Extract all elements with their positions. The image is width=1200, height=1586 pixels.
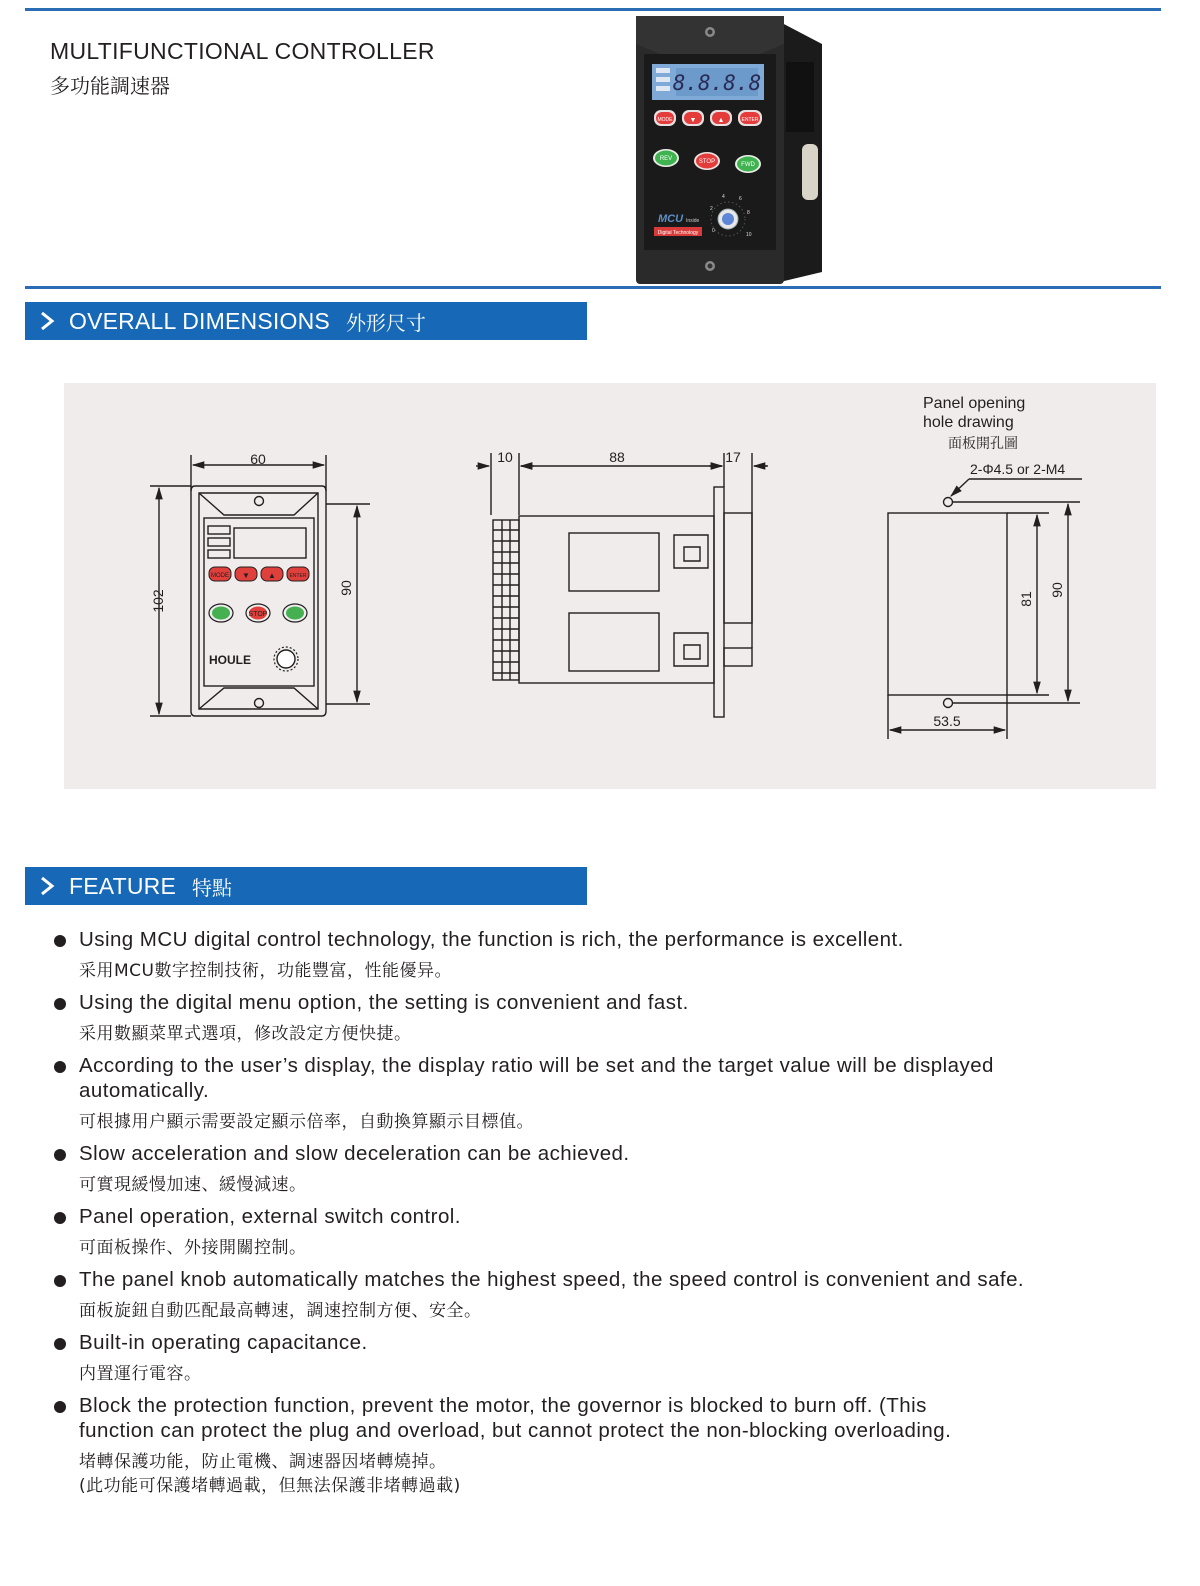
feature-item [52, 1204, 1132, 1259]
feature-item [52, 990, 1132, 1045]
svg-text:10: 10 [746, 232, 752, 238]
feature-item [52, 927, 1132, 982]
hole-drawing-caption-chinese: 面板開孔圖 [948, 435, 1018, 451]
section-title-chinese: 特點 [192, 875, 233, 900]
bullet-icon [54, 935, 66, 947]
overall-dimensions-banner [25, 302, 587, 340]
feature-item [52, 1141, 1132, 1196]
page-title-chinese: 多功能調速器 [50, 74, 170, 98]
svg-text:ENTER: ENTER [289, 573, 307, 579]
display-digits: 8.8.8.8 [672, 71, 762, 95]
bullet-icon [54, 1338, 66, 1350]
hole-spec-label: 2-Φ4.5 or 2-M4 [970, 461, 1066, 477]
front-height-outer-label: 102 [150, 589, 166, 613]
section-title: OVERALL DIMENSIONS [69, 307, 330, 334]
svg-text:6: 6 [739, 196, 742, 202]
feature-item [52, 1267, 1132, 1322]
front-view-drawing [150, 455, 370, 716]
side-dim-a-label: 10 [497, 449, 513, 465]
brand-label: HOULE [209, 653, 251, 667]
feature-banner [25, 867, 587, 905]
svg-text:▲: ▲ [717, 117, 725, 124]
svg-text:8: 8 [747, 210, 750, 216]
chevron-right-icon [39, 312, 55, 330]
bullet-icon [54, 1212, 66, 1224]
bullet-icon [54, 1149, 66, 1161]
feature-text: The panel knob automatically matches the highest speed, the speed control is convenient and safe. [79, 1268, 1025, 1291]
hole-width-label: 53.5 [933, 713, 961, 729]
feature-text: Using MCU digital control technology, the function is rich, the performance is excellent. [79, 928, 904, 951]
bullet-icon [54, 998, 66, 1010]
svg-text:2: 2 [710, 206, 713, 212]
mcu-logo: MCU [658, 213, 684, 225]
feature-text: Using the digital menu option, the setting is convenient and fast. [79, 991, 689, 1014]
feature-text: Built-in operating capacitance. [79, 1331, 368, 1354]
panel-hole-drawing [888, 479, 1082, 739]
svg-text:0: 0 [712, 228, 715, 234]
svg-text:REV: REV [659, 156, 673, 162]
hole-height-inner-label: 81 [1018, 591, 1034, 607]
bullet-icon [54, 1401, 66, 1413]
feature-text: Slow acceleration and slow deceleration can be achieved. [79, 1142, 630, 1165]
front-view-buttons [209, 567, 309, 671]
bullet-icon [54, 1061, 66, 1073]
feature-text-chinese: 采用MCU數字控制技術，功能豐富，性能優异。 [79, 961, 452, 981]
svg-text:▼: ▼ [242, 571, 250, 580]
feature-text: Panel operation, external switch control. [79, 1205, 461, 1228]
feature-text-chinese: 可根據用户顯示需要設定顯示倍率，自動換算顯示目標值。 [79, 1112, 534, 1132]
feature-text-chinese: 可面板操作、外接開關控制。 [79, 1238, 307, 1258]
svg-text:▼: ▼ [689, 117, 697, 124]
section-title: FEATURE [69, 872, 177, 899]
svg-text:Digital Technology: Digital Technology [657, 230, 699, 236]
section-title-chinese: 外形尺寸 [345, 310, 426, 335]
feature-item [52, 1053, 1132, 1133]
feature-text-chinese: 可實現緩慢加速、緩慢減速。 [79, 1175, 307, 1195]
hole-drawing-caption-2: hole drawing [923, 414, 1014, 431]
feature-text: According to the user’s display, the display ratio will be set and the target value will be displayed automatically. [79, 1054, 994, 1102]
svg-text:FWD: FWD [741, 162, 755, 168]
feature-item [52, 1393, 1132, 1497]
svg-text:STOP: STOP [698, 159, 716, 165]
controller-product-photo [630, 14, 830, 286]
feature-text-chinese: 堵轉保護功能，防止電機、調速器因堵轉燒掉。 [79, 1452, 447, 1472]
hole-drawing-caption: Panel opening [923, 395, 1026, 412]
feature-text-chinese: 采用數顯菜單式選項，修改設定方便快捷。 [79, 1024, 412, 1044]
feature-text: Block the protection function, prevent the motor, the governor is blocked to burn off. (This function can protect the plug and overload, but cannot protect the non-blocking overloading. [79, 1394, 952, 1442]
svg-text:4: 4 [722, 194, 725, 200]
page-title: MULTIFUNCTIONAL CONTROLLER [50, 38, 435, 64]
svg-text:STOP: STOP [248, 611, 268, 618]
side-view-drawing [476, 453, 768, 717]
front-height-inner-label: 90 [338, 580, 354, 596]
svg-text:▲: ▲ [268, 571, 276, 580]
feature-list [52, 927, 1132, 1505]
feature-text-chinese-note: (此功能可保護堵轉過載，但無法保護非堵轉過載) [79, 1476, 461, 1496]
svg-text:MODE: MODE [211, 573, 229, 579]
bullet-icon [54, 1275, 66, 1287]
side-dim-c-label: 17 [725, 449, 741, 465]
front-width-label: 60 [250, 451, 266, 467]
svg-text:Inside: Inside [686, 218, 700, 224]
svg-text:MODE: MODE [657, 117, 673, 123]
feature-item [52, 1330, 1132, 1385]
hole-height-outer-label: 90 [1049, 582, 1065, 598]
feature-text-chinese: 内置運行電容。 [79, 1364, 202, 1384]
feature-text-chinese: 面板旋鈕自動匹配最高轉速，調速控制方便、安全。 [79, 1301, 482, 1321]
side-dim-b-label: 88 [609, 449, 625, 465]
chevron-right-icon [39, 877, 55, 895]
svg-text:ENTER: ENTER [741, 117, 759, 123]
dimension-drawing-panel [64, 383, 1156, 789]
section-rule [25, 286, 1161, 289]
dimension-drawings [64, 383, 1156, 789]
top-rule [25, 8, 1161, 11]
